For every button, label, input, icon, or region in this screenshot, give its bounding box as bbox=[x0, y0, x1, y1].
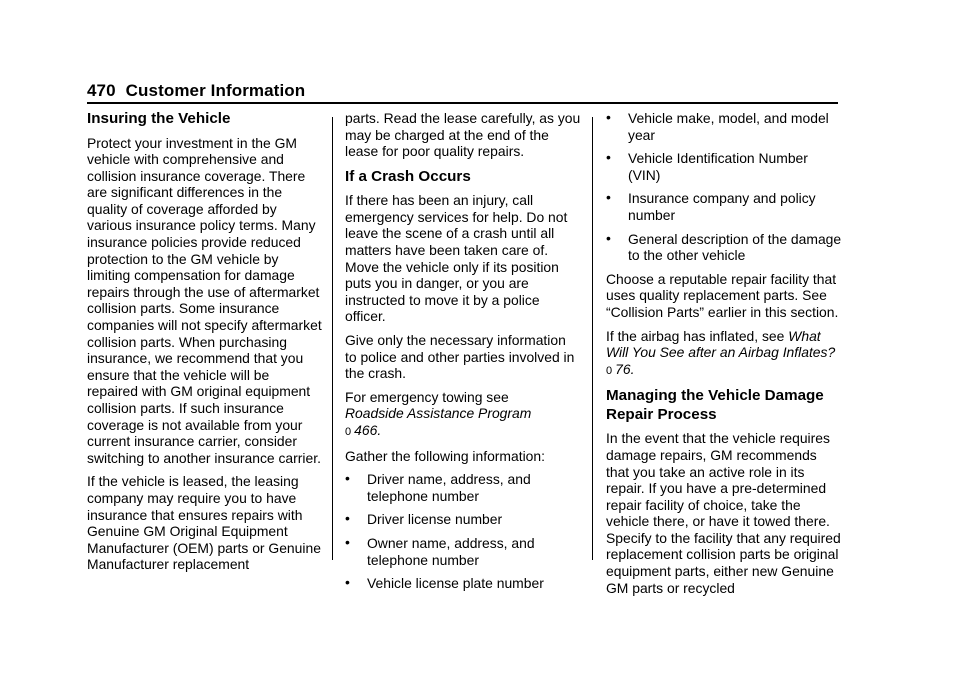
heading-managing-damage-repair: Managing the Vehicle Damage Repair Process bbox=[606, 387, 824, 423]
period: . bbox=[377, 422, 382, 438]
airbag-inflates-link[interactable]: What Will You See after an Airbag Inflates? bbox=[606, 327, 836, 361]
list-item: • Insurance company and policy number bbox=[606, 190, 842, 223]
column-divider-1 bbox=[332, 117, 333, 560]
airbag-text: If the airbag has inflated, see bbox=[606, 327, 785, 344]
list-item: • General description of the damage to the other vehicle bbox=[606, 231, 842, 264]
list-item: • Vehicle Identification Number (VIN) bbox=[606, 150, 842, 183]
gather-info-list bbox=[345, 471, 581, 592]
section-title: Customer Information bbox=[125, 81, 306, 100]
paragraph-insurance-coverage: Protect your investment in the GM vehicle with comprehensive and collision insurance coverage. There are significant differences in the quality of coverage afforded by various insurance policy terms. Many insurance policies provide reduced protection to the GM vehicle by limiting compensation for damage repairs through the use of aftermarket collision parts. Some insurance companies will not specify aftermarket collision parts. When purchasing insurance, we recommend that you ensure that the vehicle will be repaired with GM original equipment collision parts. If such insurance coverage is not available from your current insurance carrier, consider switching to another insurance carrier. bbox=[87, 134, 322, 466]
list-item: • Driver name, address, and telephone number bbox=[345, 471, 581, 504]
period: . bbox=[630, 360, 635, 377]
paragraph-airbag bbox=[606, 328, 842, 380]
towing-text: For emergency towing see bbox=[345, 388, 509, 405]
paragraph-injury: If there has been an injury, call emergency services for help. Do not leave the scene of a crash until all matters have been taken care of. Move the vehicle only if its position puts you in danger, or you are instructed to move it by a police officer. bbox=[345, 192, 568, 325]
heading-crash-occurs: If a Crash Occurs bbox=[345, 167, 471, 185]
page-reference[interactable]: 466 bbox=[354, 422, 378, 438]
paragraph-repair-facility: Choose a reputable repair facility that uses quality replacement parts. See “Collision Parts” earlier in this section. bbox=[606, 270, 839, 320]
heading-insuring-vehicle: Insuring the Vehicle bbox=[87, 110, 231, 127]
paragraph-towing bbox=[345, 389, 581, 441]
list-item: • Vehicle license plate number bbox=[345, 575, 581, 592]
gather-info-list-continued bbox=[606, 110, 842, 264]
paragraph-lease-continued: parts. Read the lease carefully, as you may be charged at the end of the lease for poor quality repairs. bbox=[345, 110, 581, 160]
page-reference[interactable]: 76 bbox=[615, 360, 631, 377]
paragraph-gather-info: Gather the following information: bbox=[345, 447, 545, 464]
page-reference-icon: 0 bbox=[345, 426, 352, 438]
page-header bbox=[87, 82, 838, 104]
paragraph-damage-repairs: In the event that the vehicle requires damage repairs, GM recommends that you take an active role in its repair. If you have a pre-determined repair facility of choice, take the vehicle there, or have it towed there. Specify to the facility that any required replacement collision parts be original equipment parts, either new Genuine GM parts or recycled bbox=[606, 430, 841, 596]
paragraph-leased-vehicle: If the vehicle is leased, the leasing company may require you to have insurance that ensures repairs with Genuine GM Original Equipment Manufacturer (OEM) parts or Genuine Manufacturer replacement bbox=[87, 473, 321, 573]
column-3 bbox=[606, 110, 842, 603]
column-1 bbox=[87, 110, 323, 580]
page-reference-icon: 0 bbox=[606, 364, 613, 377]
paragraph-necessary-info: Give only the necessary information to police and other parties involved in the crash. bbox=[345, 332, 575, 382]
list-item: • Owner name, address, and telephone number bbox=[345, 535, 581, 568]
column-2 bbox=[345, 110, 581, 599]
list-item: • Vehicle make, model, and model year bbox=[606, 110, 842, 143]
header-text bbox=[87, 81, 305, 101]
column-divider-2 bbox=[592, 117, 593, 560]
page-number: 470 bbox=[87, 81, 116, 100]
list-item: • Driver license number bbox=[345, 511, 581, 528]
roadside-assistance-link[interactable]: Roadside Assistance Program bbox=[345, 405, 532, 422]
